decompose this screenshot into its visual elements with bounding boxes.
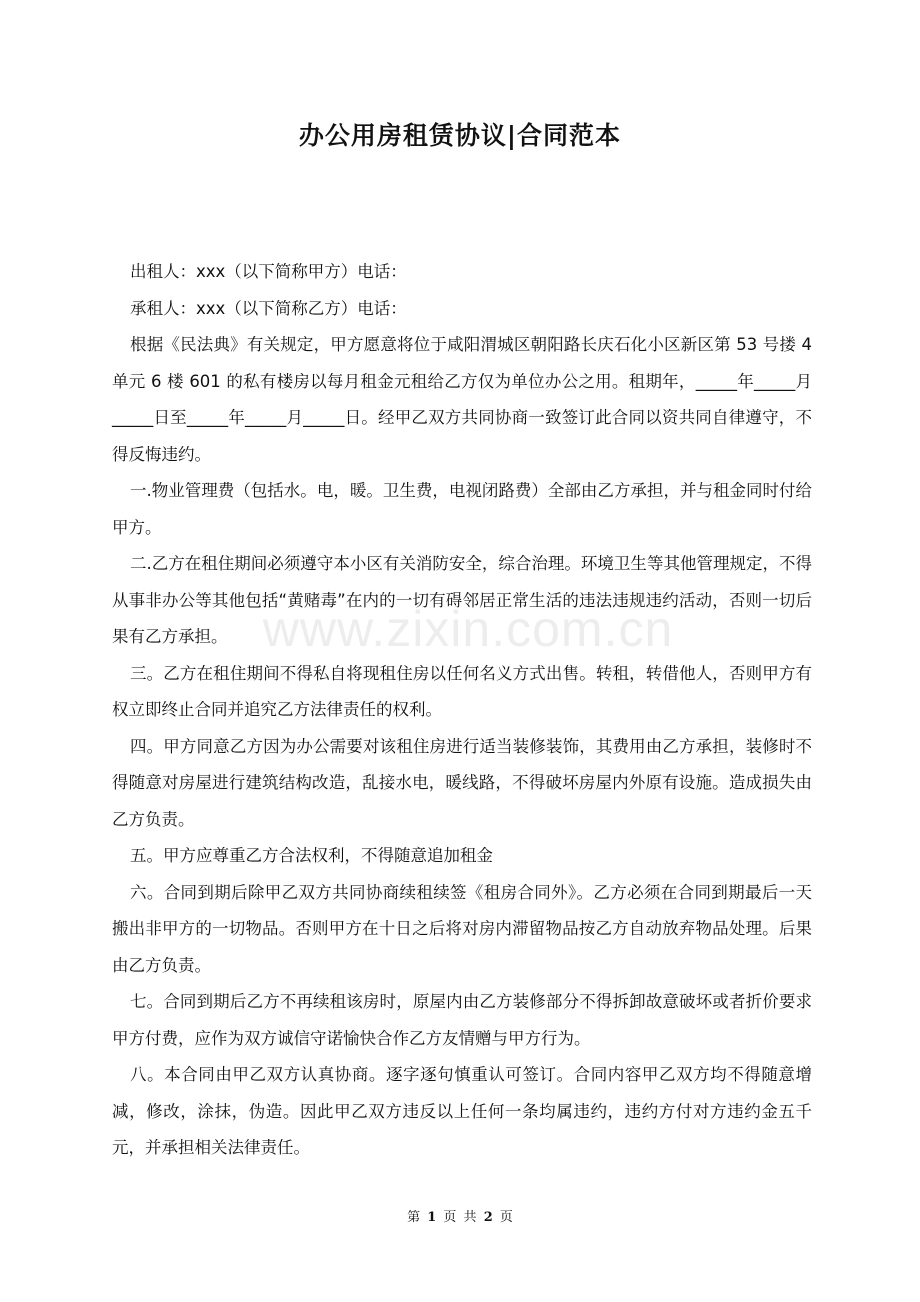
- paragraph-clause-4: 四。甲方同意乙方因为办公需要对该租住房进行适当装修装饰，其费用由乙方承担，装修时不得随意对房屋进行建筑结构改造，乱接水电，暖线路，不得破坏房屋内外原有设施。造成损失由乙方负责。: [112, 736, 812, 829]
- paragraph-clause-3: 三。乙方在租住期间不得私自将现租住房以任何名义方式出售。转租，转借他人，否则甲方有权立即终止合同并追究乙方法律责任的权利。: [112, 663, 812, 719]
- footer-current-page: 1: [427, 1210, 437, 1225]
- page-footer: [0, 1206, 920, 1225]
- paragraph-clause-7: 七。合同到期后乙方不再续租该房时，原屋内由乙方装修部分不得拆卸故意破坏或者折价要求甲方付费，应作为双方诚信守诺愉快合作乙方友情赠与甲方行为。: [112, 992, 812, 1048]
- watermark: www.zixin.com.cn: [262, 601, 674, 657]
- paragraph-lessor: 出租人：xxx（以下简称甲方）电话：: [130, 262, 407, 281]
- document-title: 办公用房租赁协议|合同范本: [298, 121, 622, 150]
- paragraph-lessee: 承租人：xxx（以下简称乙方）电话：: [130, 298, 407, 318]
- footer-total-pages: 2: [483, 1210, 493, 1225]
- document-body: [112, 254, 812, 1167]
- paragraph-clause-8: 八。本合同由甲乙双方认真协商。逐字逐句慎重认可签订。合同内容甲乙双方均不得随意增减，修改，涂抹，伪造。因此甲乙双方违反以上任何一条均属违约，违约方付对方违约金五千元，并承担相关法律责任。: [112, 1065, 812, 1157]
- paragraph-preamble: 根据《民法典》有关规定，甲方愿意将位于咸阳渭城区朝阳路长庆石化小区新区第 53 号搂 4 单元 6 楼 601 的私有楼房以每月租金元租给乙方仅为单位办公之用。租期年，_____年_____月_____日至_____年_____月_____日。经甲乙双方共同协商一致签订此合同以资共同自律遵守，不得反悔违约。: [112, 335, 812, 464]
- footer-label-page: 第: [407, 1210, 421, 1225]
- paragraph-clause-2: 二.乙方在租住期间必须遵守本小区有关消防安全，综合治理。环境卫生等其他管理规定，不得从事非办公等其他包括“黄赌毒”在内的一切有碍邻居正常生活的违法违规违约活动，否则一切后果有乙方承担。: [112, 554, 812, 646]
- paragraph-clause-6: 六。合同到期后除甲乙双方共同协商续租续签《租房合同外》。乙方必须在合同到期最后一天搬出非甲方的一切物品。否则甲方在十日之后将对房内滞留物品按乙方自动放弃物品处理。后果由乙方负责。: [112, 882, 812, 975]
- paragraph-clause-5: 五。甲方应尊重乙方合法权利，不得随意追加租金: [130, 846, 493, 865]
- footer-label-end: 页: [499, 1210, 513, 1225]
- paragraph-clause-1: 一.物业管理费（包括水。电，暖。卫生费，电视闭路费）全部由乙方承担，并与租金同时付给甲方。: [112, 481, 812, 537]
- footer-label-of: 页 共: [443, 1210, 477, 1225]
